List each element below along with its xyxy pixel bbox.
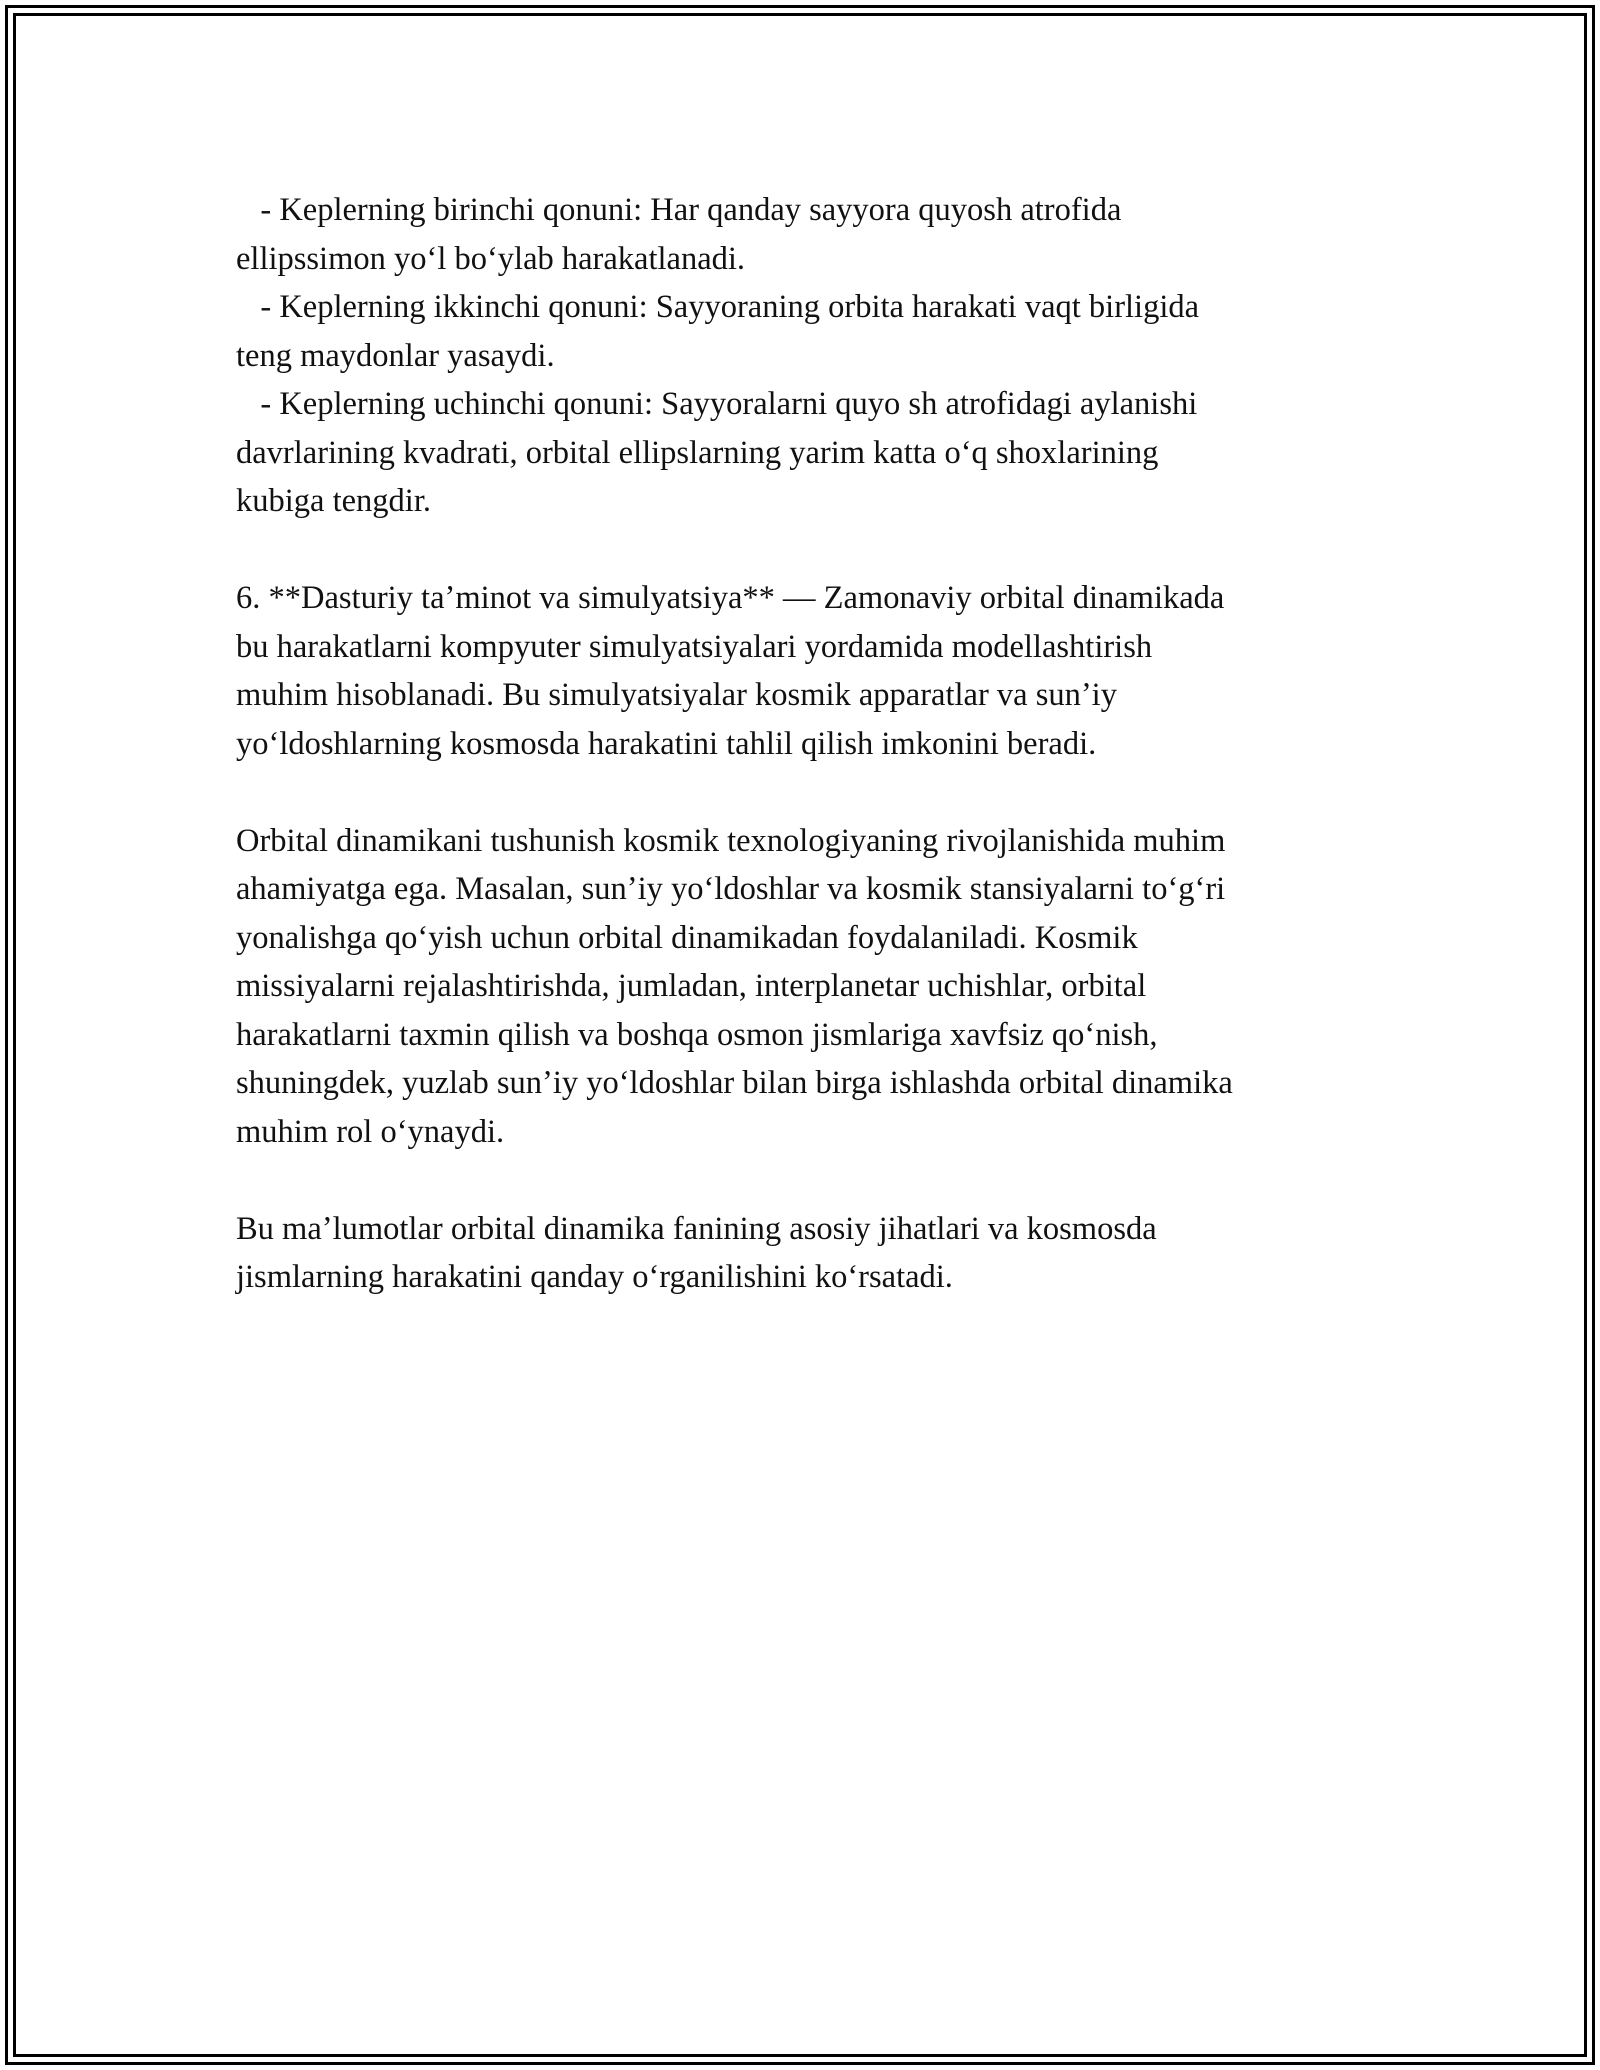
text-line: ahamiyatga ega. Masalan, sunʼiy yoʻldoshlar va kosmik stansiyalarni toʻgʻri — [236, 871, 1226, 907]
section-6-paragraph — [236, 574, 1416, 768]
text-line: yonalishga qoʻyish uchun orbital dinamikadan foydalaniladi. Kosmik — [236, 919, 1138, 956]
text-line: ellipssimon yoʻl boʻylab harakatlanadi. — [236, 240, 746, 277]
text-line: Bu maʼlumotlar orbital dinamika fanining asosiy jihatlari va kosmosda — [236, 1210, 1157, 1247]
text-line: - Keplerning uchinchi qonuni: Sayyoralarni quyo sh atrofidagi aylanishi — [236, 386, 1198, 422]
kepler-law-1 — [236, 186, 1416, 283]
importance-paragraph — [236, 817, 1416, 1157]
text-line: shuningdek, yuzlab sunʼiy yoʻldoshlar bilan birga ishlashda orbital dinamika — [236, 1065, 1233, 1101]
kepler-law-3 — [236, 380, 1416, 526]
paragraph-gap — [236, 526, 1416, 575]
paragraph-gap — [236, 1156, 1416, 1205]
text-line: harakatlarni taxmin qilish va boshqa osmon jismlariga xavfsiz qoʻnish, — [236, 1016, 1158, 1053]
document-body — [236, 186, 1416, 1302]
text-line: davrlarining kvadrati, orbital ellipslarning yarim katta oʻq shoxlarining — [236, 434, 1159, 471]
text-line: yoʻldoshlarning kosmosda harakatini tahlil qilish imkonini beradi. — [236, 725, 1097, 762]
text-line: muhim hisoblanadi. Bu simulyatsiyalar kosmik apparatlar va sunʼiy — [236, 677, 1117, 713]
text-line: Orbital dinamikani tushunish kosmik texnologiyaning rivojlanishida muhim — [236, 822, 1226, 859]
conclusion-paragraph — [236, 1205, 1416, 1302]
text-line: teng maydonlar yasaydi. — [236, 337, 555, 374]
text-line: - Keplerning ikkinchi qonuni: Sayyoraning orbita harakati vaqt birligida — [236, 289, 1200, 325]
kepler-law-2 — [236, 283, 1416, 380]
text-line: kubiga tengdir. — [236, 483, 431, 519]
text-line: bu harakatlarni kompyuter simulyatsiyalari yordamida modellashtirish — [236, 628, 1153, 665]
text-line: missiyalarni rejalashtirishda, jumladan, interplanetar uchishlar, orbital — [236, 968, 1147, 1004]
text-line: muhim rol oʻynaydi. — [236, 1113, 505, 1150]
text-line: jismlarning harakatini qanday oʻrganilishini koʻrsatadi. — [236, 1259, 953, 1295]
text-line: - Keplerning birinchi qonuni: Har qanday sayyora quyosh atrofida — [236, 192, 1122, 228]
text-line: 6. **Dasturiy taʼminot va simulyatsiya** — Zamonaviy orbital dinamikada — [236, 580, 1225, 616]
paragraph-gap — [236, 768, 1416, 817]
